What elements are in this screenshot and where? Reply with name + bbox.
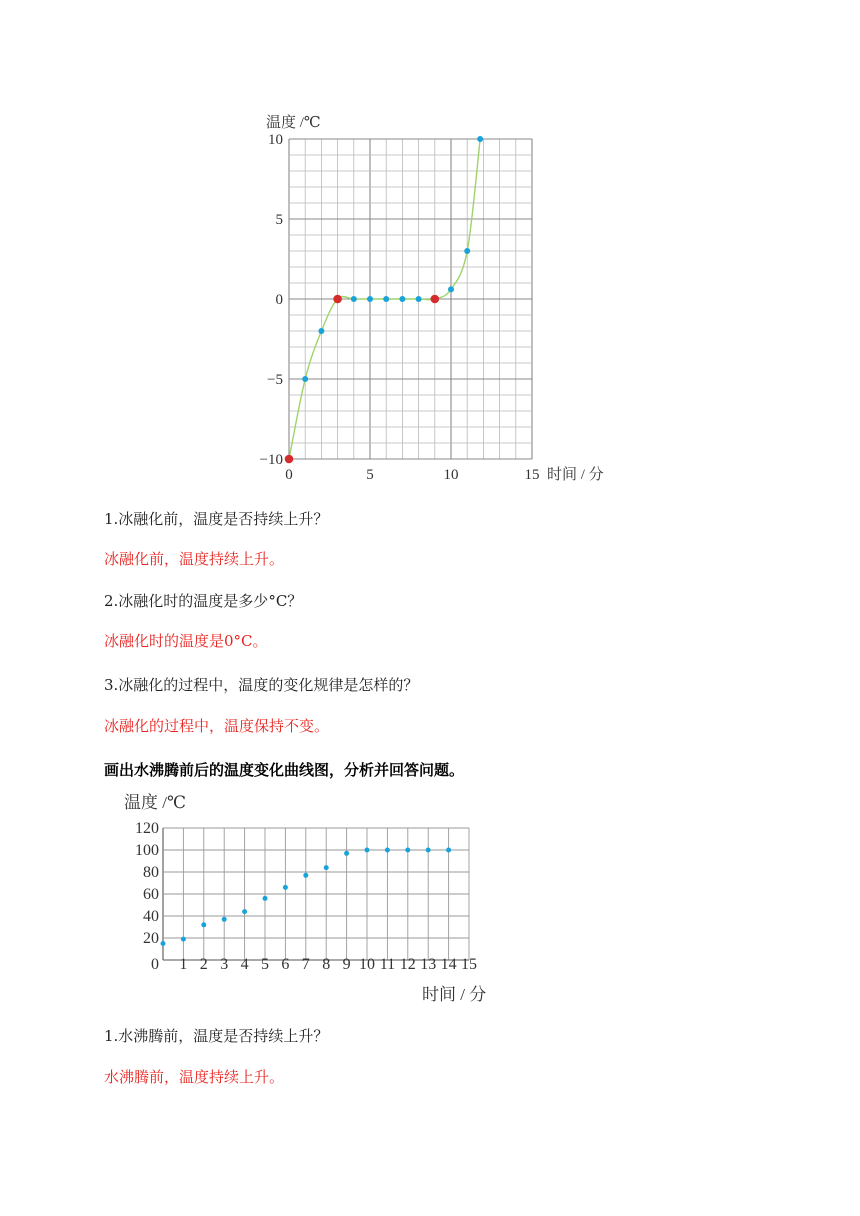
- data-point: [464, 248, 470, 254]
- x-tick-label: 5: [366, 467, 374, 483]
- question-4: 1.水沸腾前，温度是否持续上升？: [104, 1027, 329, 1045]
- data-point: [242, 909, 247, 914]
- answer-4: 水沸腾前，温度持续上升。: [104, 1068, 285, 1086]
- data-point: [405, 848, 410, 853]
- x-tick-label: 8: [322, 956, 331, 973]
- x-tick-label: 14: [440, 956, 457, 973]
- data-point: [446, 848, 451, 853]
- y-tick-label: −5: [267, 372, 283, 388]
- y-tick-label: 0: [275, 292, 283, 308]
- tick-labels: [260, 132, 540, 483]
- data-point: [201, 922, 206, 927]
- x-tick-label: 13: [420, 956, 437, 973]
- data-point: [263, 896, 268, 901]
- y-tick-label: −10: [259, 452, 283, 468]
- data-point: [302, 376, 308, 382]
- x-tick-label: 10: [359, 956, 375, 973]
- x-tick-label: 5: [261, 956, 269, 973]
- key-point: [285, 455, 294, 464]
- data-point: [426, 848, 431, 853]
- y-tick-label: 10: [268, 132, 283, 148]
- data-point: [367, 296, 373, 302]
- y-tick-label: 100: [135, 842, 159, 859]
- data-point: [222, 917, 227, 922]
- y-axis-label: 温度 /℃: [266, 115, 321, 131]
- data-points: [285, 136, 483, 463]
- x-tick-label: 9: [342, 956, 351, 973]
- data-point: [344, 851, 349, 856]
- x-tick-label: 10: [443, 467, 459, 483]
- y-tick-label: 5: [275, 212, 283, 228]
- x-tick-label: 15: [461, 956, 477, 973]
- data-point: [283, 885, 288, 890]
- data-point: [303, 873, 308, 878]
- x-axis-label: 时间 / 分: [547, 467, 604, 483]
- data-point: [477, 136, 483, 142]
- data-point: [351, 296, 357, 302]
- y-tick-label: 20: [143, 930, 159, 947]
- question-3: 3.冰融化的过程中，温度的变化规律是怎样的？: [104, 676, 419, 694]
- x-tick-label: 6: [281, 956, 290, 973]
- data-point: [383, 296, 389, 302]
- data-point: [181, 937, 186, 942]
- data-point: [399, 296, 405, 302]
- section-heading: 画出水沸腾前后的温度变化曲线图，分析并回答问题。: [104, 761, 465, 779]
- y-tick-label: 120: [135, 820, 159, 837]
- water-boiling-chart: [100, 786, 520, 1008]
- answer-1: 冰融化前，温度持续上升。: [104, 550, 285, 568]
- x-axis-label: 时间 / 分: [422, 985, 487, 1004]
- x-tick-label: 4: [240, 956, 249, 973]
- data-point: [324, 865, 329, 870]
- x-tick-label: 2: [199, 956, 208, 973]
- y-tick-label: 40: [143, 908, 159, 925]
- data-point: [161, 941, 166, 946]
- data-point: [385, 848, 390, 853]
- x-tick-label: 0: [285, 467, 293, 483]
- question-2: 2.冰融化时的温度是多少°C？: [104, 592, 303, 610]
- key-point: [431, 295, 440, 304]
- x-tick-label: 1: [179, 956, 188, 973]
- data-point: [318, 328, 324, 334]
- chart-grid: [163, 828, 469, 960]
- key-point: [333, 295, 342, 304]
- answer-2: 冰融化时的温度是0°C。: [104, 632, 268, 650]
- y-axis-label: 温度 /℃: [124, 793, 186, 812]
- data-point: [448, 286, 454, 292]
- y-tick-label: 60: [143, 886, 159, 903]
- data-point: [365, 848, 370, 853]
- origin-tick-label: 0: [151, 956, 159, 973]
- ice-melting-chart: [240, 108, 640, 488]
- y-tick-label: 80: [143, 864, 159, 881]
- question-1: 1.冰融化前，温度是否持续上升？: [104, 510, 329, 528]
- x-tick-label: 15: [524, 467, 540, 483]
- data-point: [416, 296, 422, 302]
- x-tick-label: 12: [399, 956, 416, 973]
- x-tick-label: 3: [220, 956, 229, 973]
- x-tick-label: 7: [301, 956, 310, 973]
- answer-3: 冰融化的过程中，温度保持不变。: [104, 717, 330, 735]
- x-tick-label: 11: [379, 956, 396, 973]
